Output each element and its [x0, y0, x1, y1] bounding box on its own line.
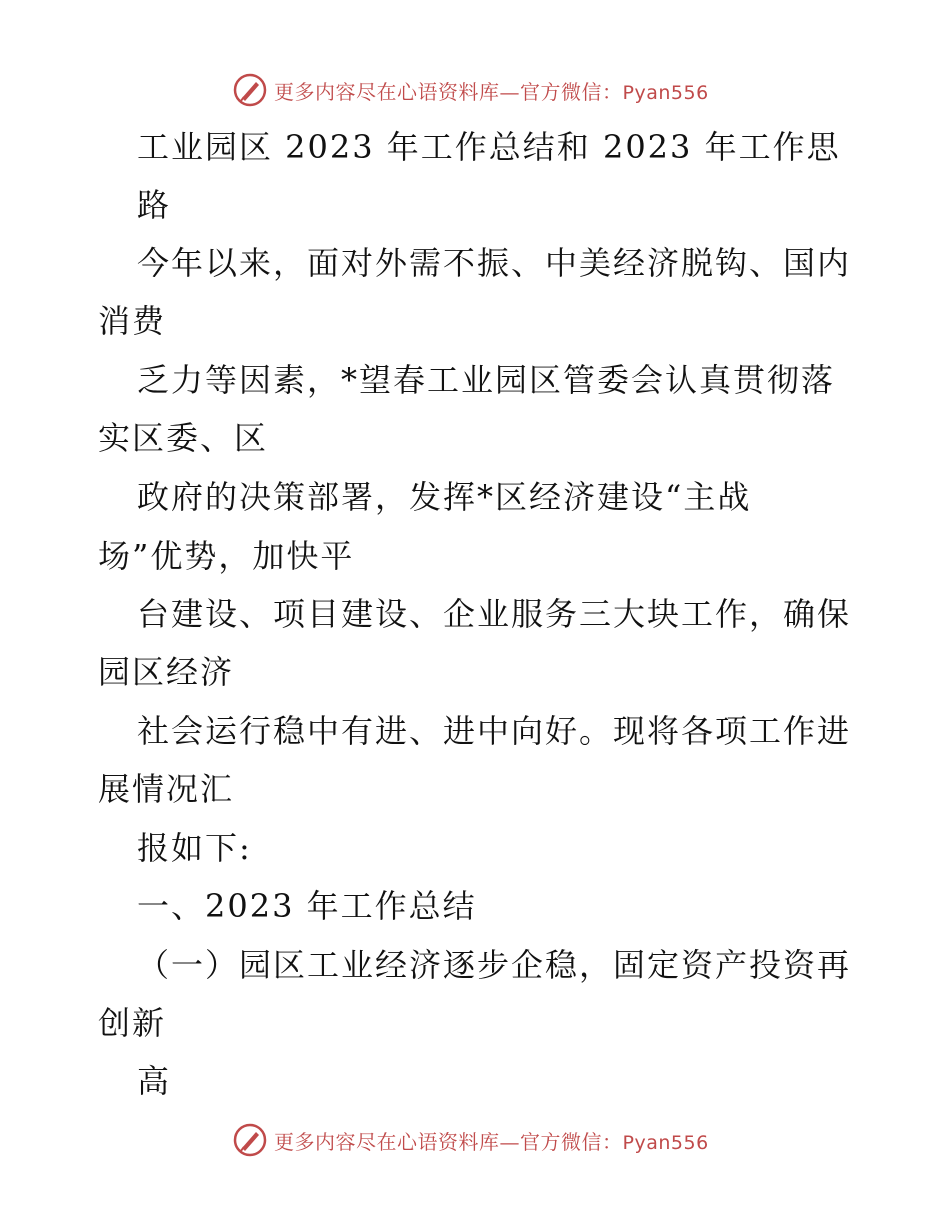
paragraph-line: 台建设、项目建设、企业服务三大块工作，确保 — [137, 595, 852, 633]
paragraph-line: 园区经济 — [98, 653, 235, 691]
paragraph-line: 消费 — [98, 302, 167, 340]
watermark-id: Pyan556 — [622, 81, 709, 104]
title-line-2: 路 — [137, 186, 172, 224]
watermark-banner-bottom — [232, 1121, 709, 1159]
paragraph-line: 报如下: — [137, 829, 252, 867]
watermark-text: 更多内容尽在心语资料库—官方微信：Pyan556 — [274, 1129, 709, 1154]
quill-logo-icon — [232, 1122, 268, 1158]
watermark-text: 更多内容尽在心语资料库—官方微信：Pyan556 — [274, 79, 709, 104]
subsection-heading: 高 — [137, 1062, 172, 1100]
paragraph-line: 乏力等因素，*望春工业园区管委会认真贯彻落 — [137, 361, 836, 399]
watermark-id: Pyan556 — [622, 1131, 709, 1154]
subsection-heading: 创新 — [98, 1004, 167, 1042]
paragraph-line: 今年以来，面对外需不振、中美经济脱钩、国内 — [137, 244, 852, 282]
paragraph-line: 展情况汇 — [98, 770, 235, 808]
section-heading: 一、2023 年工作总结 — [137, 887, 477, 925]
title-line-1: 工业园区 2023 年工作总结和 2023 年工作思 — [137, 128, 841, 166]
paragraph-line: 实区委、区 — [98, 419, 269, 457]
paragraph-line: 政府的决策部署，发挥*区经济建设“主战 — [137, 478, 752, 516]
paragraph-line: 社会运行稳中有进、进中向好。现将各项工作进 — [137, 712, 852, 750]
paragraph-line: 场”优势，加快平 — [98, 537, 355, 575]
subsection-heading: （一）园区工业经济逐步企稳，固定资产投资再 — [137, 946, 852, 984]
